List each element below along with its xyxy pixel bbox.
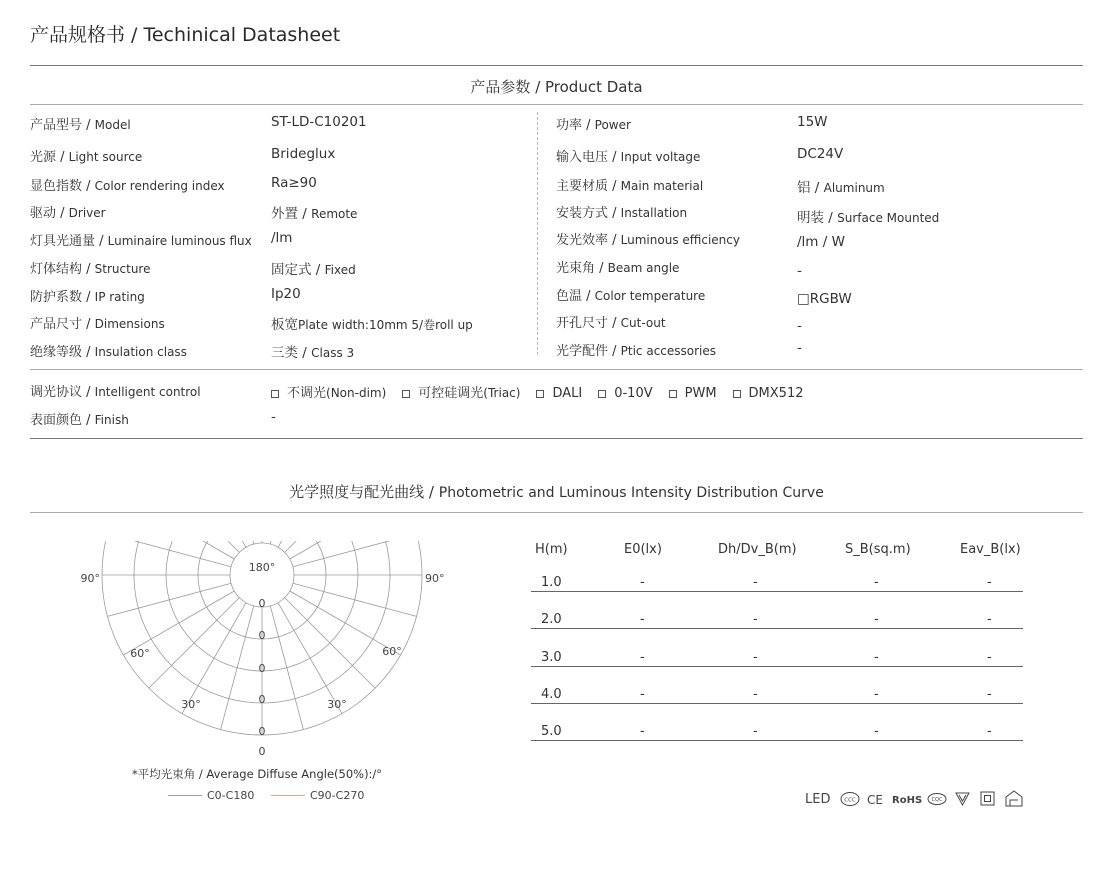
table-row-line	[531, 591, 1023, 592]
table-cell: -	[753, 612, 758, 628]
control-option: DMX512	[733, 386, 804, 401]
table-cell: -	[987, 686, 992, 702]
polar-label: 180°	[248, 561, 276, 574]
table-cell: -	[987, 612, 992, 628]
left-param-value: 固定式 / Fixed	[271, 262, 356, 278]
table-cell: -	[640, 724, 645, 740]
polar-spoke	[107, 583, 231, 616]
left-param-label: 光源 / Light source	[30, 150, 143, 165]
polar-label: 60°	[130, 647, 150, 660]
table-header-dhdv: Dh/Dv_B(m)	[718, 542, 797, 557]
left-param-label: 产品尺寸 / Dimensions	[30, 317, 165, 332]
finish-label: 表面颜色 / Finish	[30, 413, 129, 428]
right-param-value: 15W	[797, 114, 828, 130]
polar-spoke	[182, 535, 246, 547]
polar-distribution-chart	[70, 535, 460, 765]
table-cell: -	[987, 649, 992, 665]
table-cell: -	[753, 649, 758, 665]
right-param-value: □RGBW	[797, 291, 852, 307]
polar-label: 60°	[382, 645, 402, 658]
table-cell: -	[753, 575, 758, 590]
polar-spoke	[293, 583, 417, 616]
table-cell: 5.0	[541, 724, 562, 740]
table-header-e0: E0(lx)	[624, 542, 662, 557]
left-param-value: Ip20	[271, 286, 301, 302]
table-cell: -	[640, 575, 645, 590]
checkbox-icon	[598, 390, 606, 398]
checkbox-icon	[536, 390, 544, 398]
polar-spoke	[149, 598, 240, 689]
table-cell: -	[874, 686, 879, 702]
class-ii-icon	[981, 792, 994, 805]
left-param-value: Brideglux	[271, 146, 336, 162]
polar-spoke	[285, 598, 376, 689]
divider-top	[30, 65, 1083, 66]
table-cell: -	[874, 649, 879, 665]
right-param-value: 明装 / Surface Mounted	[797, 210, 940, 226]
right-param-label: 安装方式 / Installation	[556, 206, 688, 221]
polar-label: 0	[258, 693, 266, 706]
table-cell: -	[640, 612, 645, 628]
right-param-value: /lm / W	[797, 234, 845, 250]
polar-spoke	[278, 603, 342, 714]
cqc-text: CQC	[931, 797, 943, 803]
table-cell: 4.0	[541, 686, 562, 702]
polar-label: 90°	[425, 572, 445, 585]
right-param-value: -	[797, 340, 802, 356]
polar-spoke	[278, 535, 342, 547]
polar-caption: *平均光束角 / Average Diffuse Angle(50%):/°	[132, 767, 383, 781]
control-label: 调光协议 / Intelligent control	[30, 385, 201, 400]
polar-label: 30°	[327, 698, 347, 711]
left-param-value: Ra≥90	[271, 175, 317, 191]
certification-icons	[838, 789, 1028, 809]
table-cell: -	[753, 724, 758, 740]
table-cell: -	[987, 724, 992, 740]
table-row-line	[531, 703, 1023, 704]
right-param-label: 功率 / Power	[556, 118, 631, 133]
table-row-line	[531, 628, 1023, 629]
page-title: 产品规格书 / Techinical Datasheet	[30, 24, 341, 46]
table-header-eav: Eav_B(lx)	[960, 542, 1021, 557]
polar-spoke	[285, 535, 376, 552]
left-param-label: 产品型号 / Model	[30, 118, 131, 133]
polar-spoke	[221, 606, 254, 730]
polar-label: 0	[258, 597, 266, 610]
right-param-label: 光学配件 / Ptic accessories	[556, 344, 717, 359]
legend-label-c90: C90-C270	[310, 789, 365, 802]
control-option: DALI	[536, 386, 582, 401]
ce-icon	[867, 793, 883, 807]
right-param-value: -	[797, 318, 802, 334]
left-param-value: 三类 / Class 3	[271, 345, 355, 361]
divider-product	[30, 104, 1083, 105]
control-option: 0-10V	[598, 386, 652, 401]
left-param-label: 绝缘等级 / Insulation class	[30, 345, 187, 360]
right-param-label: 色温 / Color temperature	[556, 289, 706, 304]
table-cell: 2.0	[541, 612, 562, 628]
legend-line-c90	[271, 795, 305, 796]
indoor-use-icon	[1006, 791, 1022, 806]
table-cell: -	[987, 575, 992, 590]
table-cell: 3.0	[541, 649, 562, 665]
left-param-value: 板宽Plate width:10mm 5/卷roll up	[271, 317, 473, 333]
legend-label-c0: C0-C180	[207, 789, 255, 802]
right-param-label: 输入电压 / Input voltage	[556, 150, 701, 165]
product-section-title: 产品参数 / Product Data	[470, 78, 643, 96]
table-cell: -	[874, 575, 879, 590]
legend-line-c0	[168, 795, 202, 796]
right-param-label: 主要材质 / Main material	[556, 179, 704, 194]
right-param-value: 铝 / Aluminum	[797, 180, 885, 196]
control-option: PWM	[669, 386, 717, 401]
table-header-h: H(m)	[535, 542, 568, 557]
checkbox-icon	[402, 390, 410, 398]
right-param-value: -	[797, 263, 802, 279]
polar-spoke	[270, 535, 303, 544]
polar-spoke	[290, 535, 401, 559]
polar-spoke	[149, 535, 240, 552]
photometric-section-title: 光学照度与配光曲线 / Photometric and Luminous Intensity Distribution Curve	[289, 483, 824, 501]
table-cell: -	[753, 686, 758, 702]
polar-spoke	[221, 535, 254, 544]
params-column-divider	[537, 112, 538, 355]
divider-control-bottom	[30, 438, 1083, 439]
furniture-mark-icon	[956, 793, 969, 805]
left-param-label: 驱动 / Driver	[30, 206, 106, 221]
polar-label: 30°	[181, 698, 201, 711]
control-option: 可控硅调光(Triac)	[402, 382, 520, 401]
right-param-label: 开孔尺寸 / Cut-out	[556, 316, 666, 331]
table-cell: -	[874, 612, 879, 628]
polar-label: 0	[258, 662, 266, 675]
polar-spoke	[123, 535, 234, 559]
table-cell: -	[874, 724, 879, 740]
control-options	[271, 382, 820, 401]
polar-label: 90°	[80, 572, 100, 585]
rohs-text: RoHS	[892, 795, 923, 806]
checkbox-icon	[271, 390, 279, 398]
table-cell: 1.0	[541, 575, 562, 590]
polar-spoke	[270, 606, 303, 730]
table-cell: -	[640, 649, 645, 665]
left-param-value: ST-LD-C10201	[271, 114, 367, 130]
polar-spoke	[182, 603, 246, 714]
table-row-line	[531, 666, 1023, 667]
finish-value: -	[271, 409, 276, 425]
checkbox-icon	[669, 390, 677, 398]
left-param-label: 显色指数 / Color rendering index	[30, 179, 225, 194]
left-param-label: 防护系数 / IP rating	[30, 290, 145, 305]
polar-spoke	[123, 591, 234, 655]
ce-text: CE	[867, 793, 883, 807]
table-header-sb: S_B(sq.m)	[845, 542, 911, 557]
left-param-label: 灯具光通量 / Luminaire luminous flux	[30, 234, 252, 249]
polar-label: 0	[258, 745, 266, 758]
table-cell: -	[640, 686, 645, 702]
cqc-icon	[928, 794, 946, 805]
polar-label: 0	[258, 629, 266, 642]
left-param-value: 外置 / Remote	[271, 206, 358, 222]
divider-photometric	[30, 512, 1083, 513]
left-param-value: /lm	[271, 230, 293, 246]
left-param-label: 灯体结构 / Structure	[30, 262, 151, 277]
right-param-value: DC24V	[797, 146, 844, 162]
divider-params-bottom	[30, 369, 1083, 370]
right-param-label: 发光效率 / Luminous efficiency	[556, 233, 740, 248]
ccc-text: CCC	[844, 797, 856, 804]
ccc-icon	[841, 793, 859, 806]
polar-label: 0	[258, 725, 266, 738]
table-row-line	[531, 740, 1023, 741]
checkbox-icon	[733, 390, 741, 398]
led-mark: LED	[805, 792, 831, 807]
control-option: 不调光(Non-dim)	[271, 382, 386, 401]
right-param-label: 光束角 / Beam angle	[556, 261, 680, 276]
rohs-icon	[892, 795, 922, 806]
